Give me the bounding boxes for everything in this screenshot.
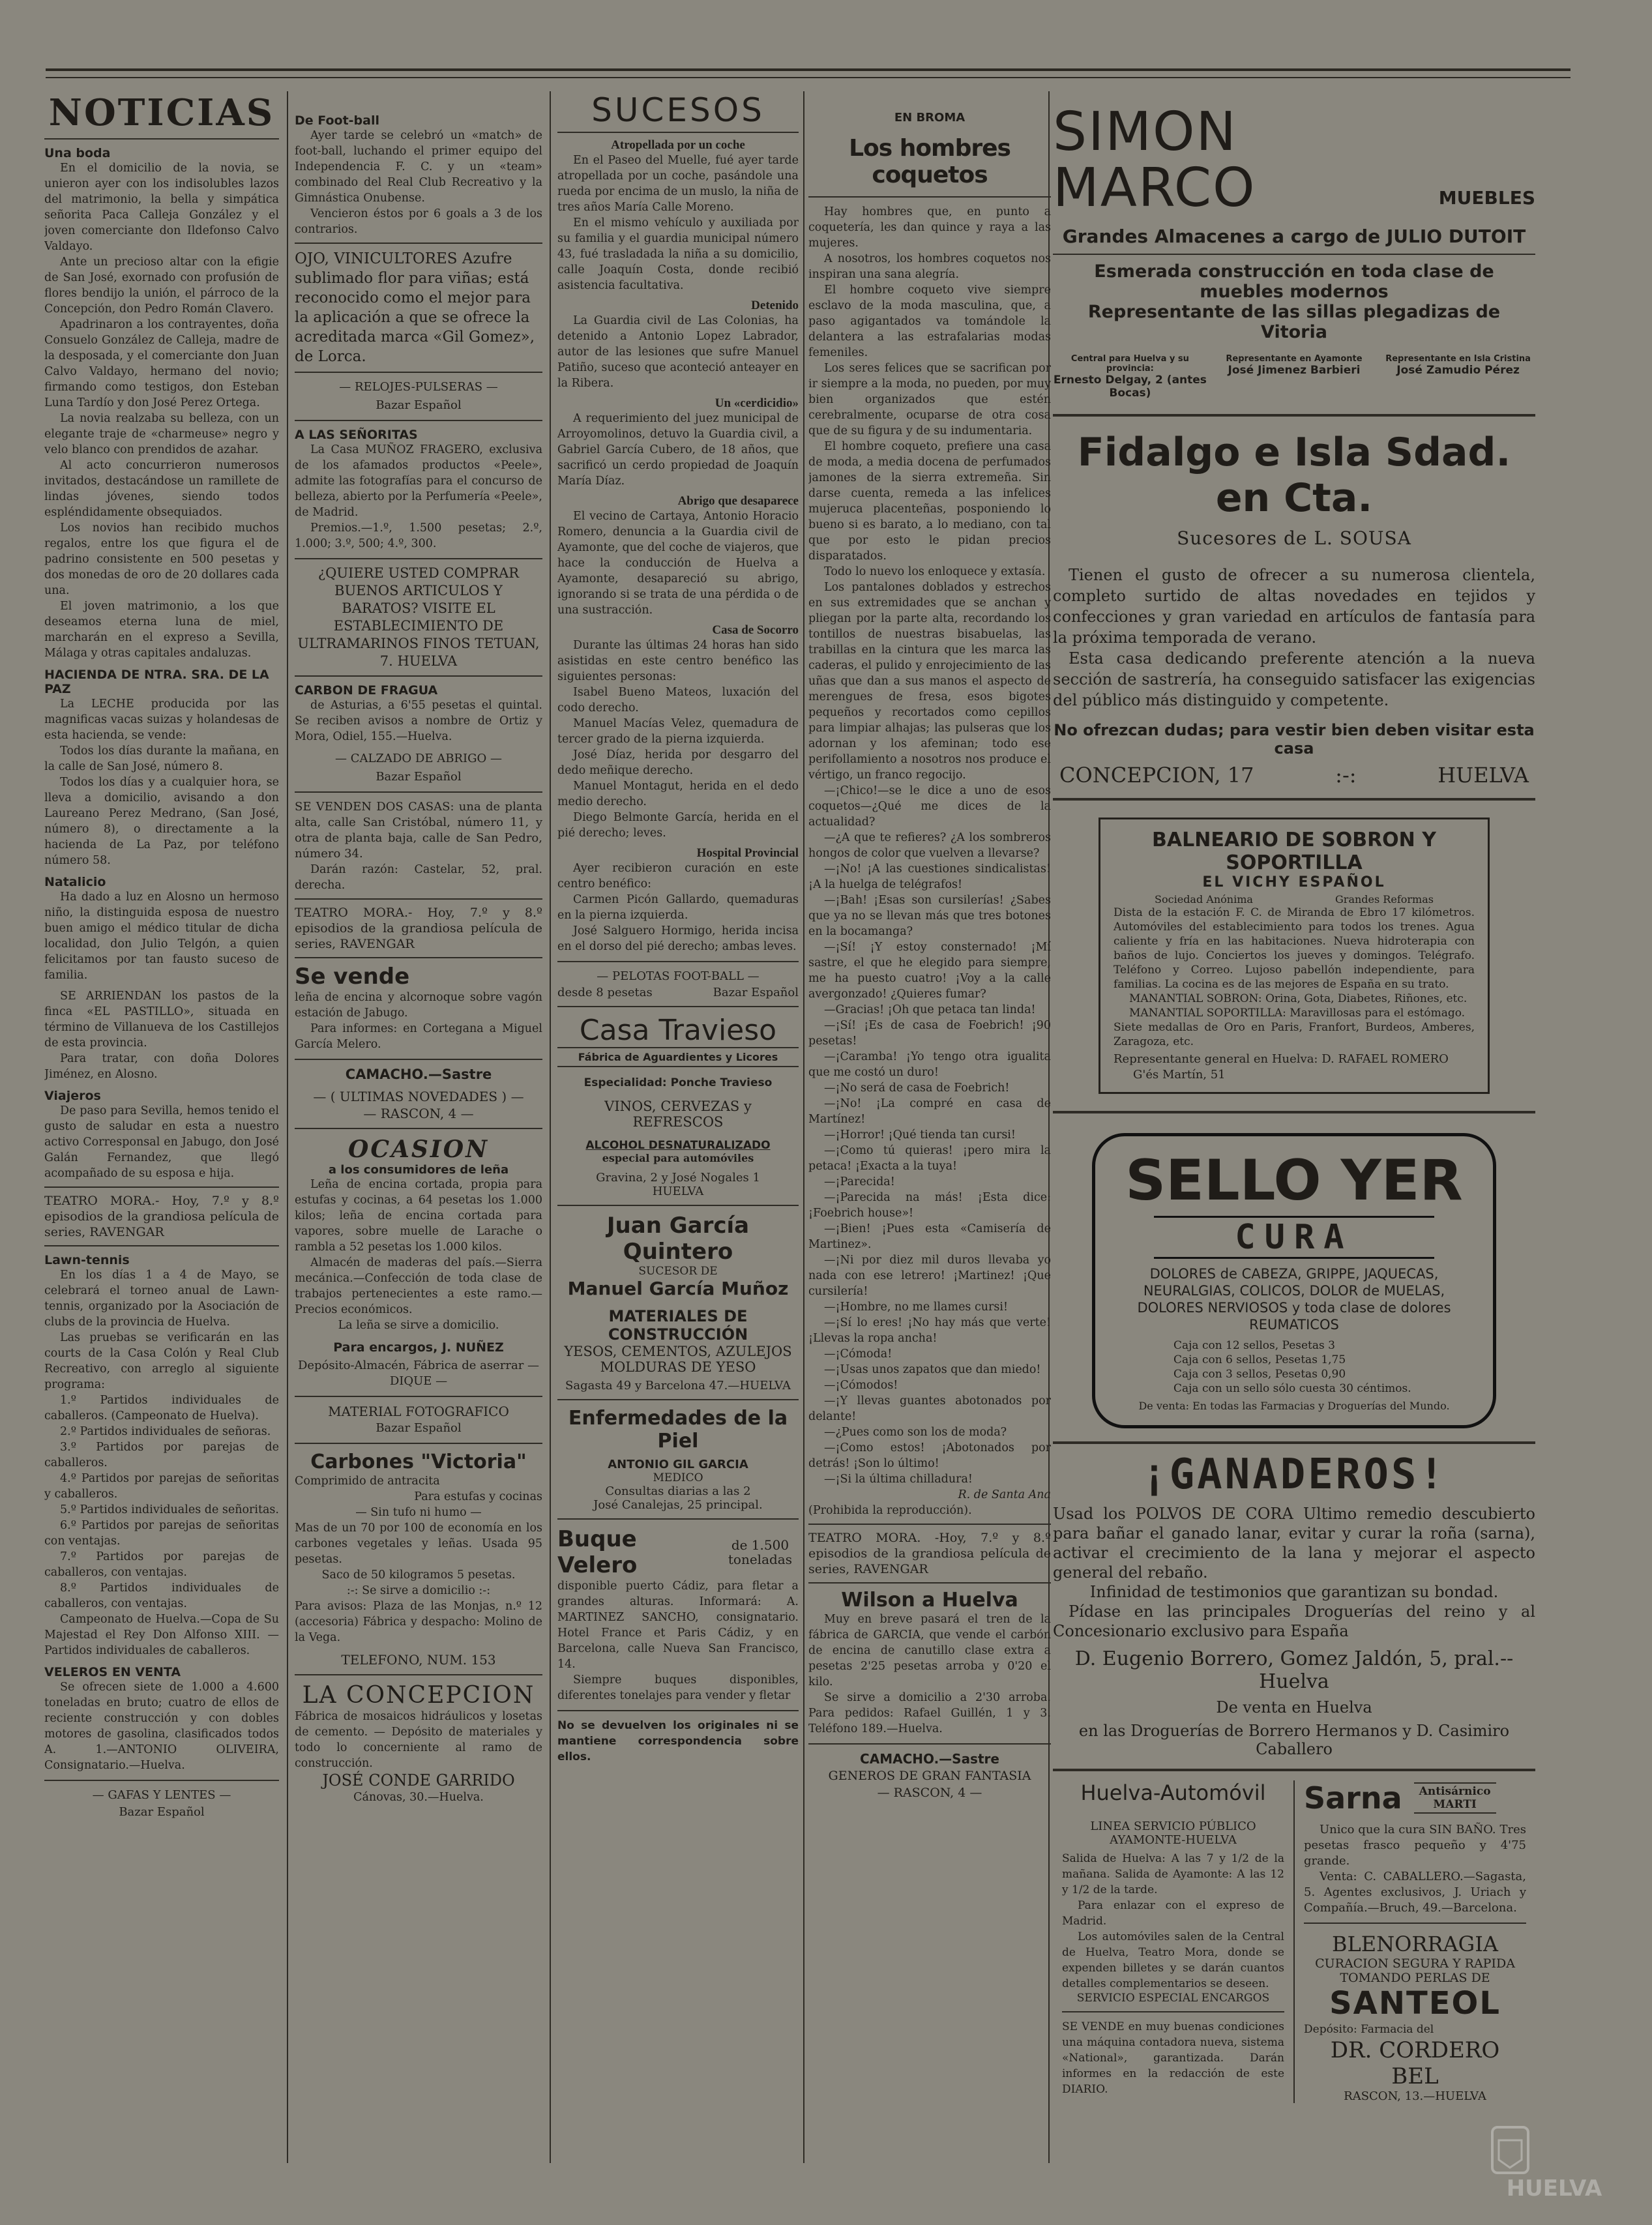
broma-paragraph: El hombre coqueto, prefiere una casa de moda, a media docena de perfumados jamones de la sierra extremeña. Sin darse cuenta, remeda a las infelices mujeruca placenteñas, posponiendo lo bueno si es barato, a lo mediano, con tal que por esto le pidan precios disparatados. <box>808 440 1051 563</box>
materiales-line: MOLDURAS DE YESO <box>600 1359 756 1375</box>
hacienda-paragraph: Todos los días durante la mañana, en la calle de San José, número 8. <box>44 744 279 773</box>
fidalgo-city: HUELVA <box>1438 763 1529 788</box>
simon-rep-title: Central para Huelva y su provincia: <box>1070 354 1189 374</box>
broma-dialog-line: —¡No será de casa de Foebrich! <box>824 1082 1010 1095</box>
hacienda-heading: HACIENDA DE NTRA. SRA. DE LA PAZ <box>44 668 269 696</box>
arrienda-paragraph: SE ARRIENDAN los pastos de la finca «EL PASTILLO», situada en término de Villanueva de los Castillejos de esta provincia. <box>44 990 279 1050</box>
divider <box>1304 1923 1526 1924</box>
pelotas-ad: — PELOTAS FOOT-BALL — <box>597 969 760 983</box>
simon-representatives <box>1053 354 1535 400</box>
ganaderos-line: De venta en Huelva <box>1216 1698 1372 1717</box>
teatro-notice: TEATRO MORA.- Hoy, 7.º y 8.º episodios de la grandiosa película de series, RAVENGAR <box>44 1186 279 1246</box>
broma-dialog-line: —¡Parecida na más! ¡Esta dice: ¡Foebrich house»! <box>808 1191 1051 1220</box>
broma-prohibida: (Prohibida la reproducción). <box>808 1504 972 1517</box>
sello-price-line: Caja con 12 sellos, Pesetas 3 <box>1173 1339 1335 1352</box>
lawn-item: 4.º Partidos por parejas de señoritas y caballeros. <box>44 1472 279 1501</box>
wilson-paragraph: Muy en breve pasará el tren de la fábrica de GARCIA, que vende el carbón de encina de canutillo clase extra a pesetas 2'25 pesetas arroba y 0'20 el kilo. <box>808 1613 1051 1688</box>
broma-dialog-line: —Gracias! ¡Oh que petaca tan linda! <box>824 1003 1036 1016</box>
simon-rep-title: Representante en Isla Cristina <box>1385 354 1531 364</box>
victoria-line: Mas de un 70 por 100 de economía en los carbones vegetales y leñas. Usada 95 pesetas. <box>295 1522 542 1566</box>
divider <box>808 196 1051 198</box>
ojo-ad: OJO, VINICULTORES Azufre sublimado flor para viñas; está reconocido como el mejor para la aplicación a que se ofrece la acreditada marca «Gil Gomez», de Lorca. <box>295 243 542 373</box>
camacho-ad-address: — RASCON, 4 — <box>363 1106 474 1121</box>
divider <box>44 1780 279 1781</box>
broma-dialog-line: —¡Sí! ¡Y estoy consternado! ¡Mí sastre, el que he elegido para siempre, me ha puesto cuatro! ¡Voy a la calle avergonzado! ¿Quieres fumar? <box>808 941 1051 1001</box>
divider <box>1053 1441 1535 1444</box>
broma-dialog-line: —¡No! ¡A las cuestiones sindicalistas! ¡A la huelga de telégrafos! <box>808 862 1051 891</box>
boda-paragraph: La novia realzaba su belleza, con un elegante traje de «charmeuse» negro y velo blanco con prendidos de azahar. <box>44 412 279 456</box>
suceso-paragraph: Isabel Bueno Mateos, luxación del codo derecho. <box>557 686 799 715</box>
quintero-heading: Juan García Quintero <box>606 1213 750 1265</box>
sello-venta: De venta: En todas las Farmacias y Droguerías del Mundo. <box>1138 1400 1450 1412</box>
divider <box>557 1710 799 1711</box>
materiales-line: YESOS, CEMENTOS, AZULEJOS <box>564 1344 792 1359</box>
broma-dialog-line: —¡Sí! ¡Es de casa de Foebrich! ¡90 pesetas! <box>808 1019 1051 1048</box>
sarna-paragraph: Unico que la cura SIN BAÑO. Tres pesetas frasco pequeño y 4'75 grande. <box>1304 1823 1526 1868</box>
concepcion-owner: JOSÉ CONDE GARRIDO <box>322 1771 515 1790</box>
teatro-notice: TEATRO MORA. -Hoy, 7.º y 8.º episodios de la grandiosa película de series, RAVENGAR <box>808 1524 1051 1584</box>
sarna-badge <box>1414 1782 1496 1814</box>
right-bottom-ads <box>1293 1780 1535 2103</box>
suceso-paragraph: La Guardia civil de Las Colonias, ha detenido a Antonio Lopez Labrador, autor de las lesiones que sufre Manuel Patiño, suceso que aconteció anteayer en la Ribera. <box>557 314 799 390</box>
travieso-subheading: Fábrica de Aguardientes y Licores <box>557 1047 799 1067</box>
suceso-paragraph: Manuel Montagut, herida en el dedo medio derecho. <box>557 780 799 808</box>
broma-dialog-line: —¡Horror! ¡Qué tienda tan cursi! <box>824 1128 1016 1142</box>
divider <box>1053 414 1535 417</box>
column-en-broma <box>808 91 1051 2163</box>
senoritas-paragraph: La Casa MUÑOZ FRAGERO, exclusiva de los afamados productos «Peele», admite las fotografías para el concurso de belleza, abierto por la Perfumería «Peele», de Madrid. <box>295 443 542 519</box>
material-ad-sub: Bazar Español <box>376 1421 462 1435</box>
broma-dialog-line: —¡Usas unos zapatos que dan miedo! <box>824 1363 1041 1376</box>
broma-dialog-line: —¡Cómoda! <box>824 1348 892 1361</box>
lawn-paragraph: Campeonato de Huelva.—Copa de Su Majestad el Rey Don Alfonso XIII. —Partidos individuales de caballeros. <box>44 1613 279 1657</box>
piel-address: José Canalejas, 25 principal. <box>593 1498 763 1512</box>
top-rule-thin <box>46 77 1571 78</box>
victoria-line: Para avisos: Plaza de las Monjas, n.º 12 (accesoria) Fábrica y despacho: Molino de la Vega. <box>295 1600 542 1644</box>
lawn-paragraph: En los días 1 a 4 de Mayo, se celebrará el torneo anual de Lawn-tennis, organizado por la Asociación de clubs de la provincia de Huelva. <box>44 1269 279 1329</box>
column-rule <box>803 91 804 2163</box>
materiales-address: Sagasta 49 y Barcelona 47.—HUELVA <box>565 1379 791 1392</box>
suceso-paragraph: José Salguero Hormigo, herida incisa en el dorso del pié derecho; ambas leves. <box>557 924 799 953</box>
boda-paragraph: El joven matrimonio, a los que deseamos eterna luna de miel, marcharán en el expreso a Sevilla, Málaga y otras capitales andaluzas. <box>44 600 279 660</box>
sello-prices <box>1115 1338 1473 1396</box>
broma-dialog-line: —¡Como tú quieras! ¡pero mira la petaca! ¡Exacta a la tuya! <box>808 1144 1051 1173</box>
materiales-heading: MATERIALES DE CONSTRUCCIÓN <box>608 1307 748 1344</box>
divider <box>1053 1111 1535 1113</box>
piel-medico: MEDICO <box>653 1471 703 1484</box>
ganaderos-concesionario: D. Eugenio Borrero, Gomez Jaldón, 5, pral.--Huelva <box>1074 1647 1514 1693</box>
casas-ad-detail: Darán razón: Castelar, 52, pral. derecha. <box>295 863 542 892</box>
travieso-especialidad: Especialidad: Ponche Travieso <box>583 1076 773 1089</box>
pelotas-ad-bazar: Bazar Español <box>713 986 799 999</box>
suceso-heading: Abrigo que desaparece <box>677 494 799 508</box>
piel-hours: Consultas diarias a las 2 <box>605 1484 751 1498</box>
boda-paragraph: Apadrinaron a los contrayentes, doña Consuelo González de Calleja, madre de la desposada, y el comerciante don Juan Calvo Valdayo, hermano del novio; firmando como testigos, don Esteban Luna Tardío y don José Perez Ortega. <box>44 318 279 409</box>
divider <box>295 1396 542 1397</box>
vende-heading: Se vende <box>295 964 410 990</box>
simon-rep-name: Ernesto Delgay, 2 (antes Bocas) <box>1053 374 1207 400</box>
fidalgo-claim: No ofrezcan dudas; para vestir bien deben visitar esta casa <box>1054 721 1535 758</box>
victoria-line: :-: Se sirve a domicilio :-: <box>346 1584 491 1597</box>
sello-price-line: Caja con un sello sólo cuesta 30 céntimos. <box>1173 1382 1411 1395</box>
divider <box>557 961 799 962</box>
lawn-item: 1.º Partidos individuales de caballeros. (Campeonato de Huelva). <box>44 1394 279 1422</box>
broma-paragraph: El hombre coqueto vive siempre esclavo de la moda masculina, que, a paso agigantados va tomándole la delantera a las estrafalarias modas femeniles. <box>808 284 1051 359</box>
simon-header <box>1053 101 1535 219</box>
relojes-ad: — RELOJES-PULSERAS — <box>339 380 498 394</box>
football-paragraph: Ayer tarde se celebró un «match» de foot-ball, luchando el primer equipo del Independencia F. C. y un «team» combinado del Real Club Recreativo y la Gimnástica Onubense. <box>295 129 542 205</box>
alcohol-heading: ALCOHOL DESNATURALIZADO <box>585 1139 771 1152</box>
wilson-heading: Wilson a Huelva <box>841 1589 1018 1612</box>
watermark-text: HUELVA <box>1506 2175 1602 2202</box>
quintero-sucesor: SUCESOR DE <box>638 1265 718 1278</box>
hacienda-paragraph: Todos los días y a cualquier hora, se lleva a domicilio, avisando a don Laureano Perez Medrano, (San José, número 8), o directamente a la hacienda de La Paz, por teléfono número 58. <box>44 776 279 867</box>
column-rule <box>550 91 551 2163</box>
archive-watermark <box>1482 2121 1626 2205</box>
broma-dialog-line: —¡Sí lo eres! ¡No hay más que verte! ¡Llevas la ropa ancha! <box>808 1316 1051 1345</box>
fidalgo-subheading: Sucesores de L. SOUSA <box>1177 527 1411 549</box>
simon-heading: SIMON MARCO <box>1053 101 1256 219</box>
senoritas-heading: A LAS SEÑORITAS <box>295 428 418 442</box>
simon-muebles: MUEBLES <box>1438 187 1535 209</box>
alcohol-subheading: especial para automóviles <box>602 1152 754 1164</box>
buque-header <box>557 1526 799 1578</box>
suceso-paragraph: Manuel Macías Velez, quemadura de tercer grado de la pierna izquierda. <box>557 717 799 746</box>
sarna-antisarnico: Antisárnico <box>1419 1785 1491 1798</box>
blenorragia-heading: BLENORRAGIA <box>1332 1932 1498 1956</box>
calzado-ad-sub: Bazar Español <box>376 770 462 784</box>
fidalgo-heading: Fidalgo e Isla Sdad. en Cta. <box>1077 430 1511 521</box>
boda-paragraph: Al acto concurrieron numerosos invitados, destacándose un ramillete de lindas jóvenes, siendo todos espléndidamente obsequiados. <box>44 459 279 519</box>
buque-tonnage: de 1.500 toneladas <box>728 1537 792 1567</box>
divider <box>1053 254 1535 255</box>
blenorragia-line: TOMANDO PERLAS DE <box>1340 1971 1490 1985</box>
broma-paragraph: Los seres felices que se sacrifican por ir siempre a la moda, no pueden, por muy bien organizados que estén cerebralmente, ocuparse de otra cosa que de su figura y de su indumentaria. <box>808 362 1051 437</box>
sello-price-line: Caja con 3 sellos, Pesetas 0,90 <box>1173 1368 1346 1381</box>
balneario-address: G'és Martín, 51 <box>1133 1068 1226 1082</box>
sarna-heading: Sarna <box>1304 1780 1402 1816</box>
victoria-line: — Sin tufo ni humo — <box>355 1506 482 1519</box>
broma-dialog-line: —¡Hombre, no me llames cursi! <box>824 1301 1009 1314</box>
balneario-line: MANANTIAL SOBRON: Orina, Gota, Diabetes, Riñones, etc. <box>1129 992 1468 1005</box>
fidalgo-address-row <box>1053 763 1535 788</box>
divider <box>1053 798 1535 801</box>
broma-author: R. de Santa Ana <box>958 1488 1051 1501</box>
noticias-title: NOTICIAS <box>44 91 279 140</box>
auto-subheading: LINEA SERVICIO PÚBLICO <box>1090 1820 1256 1833</box>
alcohol-address: Gravina, 2 y José Nogales 1 <box>596 1171 760 1185</box>
gafas-ad: — GAFAS Y LENTES — <box>92 1788 231 1802</box>
divider <box>1053 1769 1535 1771</box>
relojes-ad-sub: Bazar Español <box>376 398 462 412</box>
sello-description: DOLORES de CABEZA, GRIPPE, JAQUECAS, NEURALGIAS, COLICOS, DOLOR de MUELAS, DOLORES NERVIOSOS y toda clase de dolores REUMATICOS <box>1137 1266 1451 1333</box>
divider <box>557 1205 799 1206</box>
broma-paragraph: Hay hombres que, en punto a coquetería, les dan quince y raya a las mujeres. <box>808 205 1051 250</box>
divider <box>295 1059 542 1060</box>
suceso-paragraph: El vecino de Cartaya, Antonio Horacio Romero, denuncia a la Guardia civil de Ayamonte, que del coche de viajeros, que hace la conducción de Huelva a Ayamonte, desapareció su abrigo, ignorando si se trata de una pérdida o de una sustracción. <box>557 510 799 617</box>
camacho-ad-line: GENEROS DE GRAN FANTASIA <box>828 1769 1031 1783</box>
ganaderos-line: Pídase en las principales Droguerías del reino y al Concesionario exclusivo para España <box>1053 1602 1535 1640</box>
fidalgo-paragraph: Esta casa dedicando preferente atención a la nueva sección de sastrería, ha conseguido satisfacer las exigencias del público más distinguido y competente. <box>1053 649 1535 709</box>
sello-price-line: Caja con 6 sellos, Pesetas 1,75 <box>1173 1353 1346 1366</box>
archive-crest-icon <box>1482 2121 1626 2205</box>
vende-paragraph: Para informes: en Cortegana a Miguel García Melero. <box>295 1022 542 1051</box>
auto-paragraph: Para enlazar con el expreso de Madrid. <box>1062 1899 1284 1928</box>
suceso-paragraph: En el mismo vehículo y auxiliada por su familia y el guardia municipal número 43, fué trasladada la niña a su domicilio, calle Joaquín Costa, donde recibió asistencia facultativa. <box>557 216 799 292</box>
broma-dialog-line: —¡Parecida! <box>824 1175 895 1188</box>
viajeros-paragraph: De paso para Sevilla, hemos tenido el gusto de saludar en esta a nuestro activo Corresponsal en Jabugo, don José Galán Fernandez, que llegó acompañado de su esposa e hija. <box>44 1104 279 1180</box>
suceso-heading: Detenido <box>751 299 799 312</box>
vende-paragraph: leña de encina y alcornoque sobre vagón estación de Jabugo. <box>295 991 542 1020</box>
divider <box>295 791 542 793</box>
auto-route: AYAMONTE-HUELVA <box>1110 1833 1237 1847</box>
viajeros-heading: Viajeros <box>44 1089 101 1103</box>
wilson-paragraph: Se sirve a domicilio a 2'30 arroba. Para pedidos: Rafael Guillén, 1 y 3. Teléfono 189.—Huelva. <box>808 1691 1051 1735</box>
ganaderos-line: en las Droguerías de Borrero Hermanos y D. Casimiro Caballero <box>1078 1722 1510 1758</box>
calzado-ad: — CALZADO DE ABRIGO — <box>335 752 502 765</box>
top-rule <box>46 68 1571 71</box>
sarna-marti: MARTI <box>1433 1798 1477 1811</box>
sucesos-title: SUCESOS <box>557 91 799 133</box>
divider <box>295 1674 542 1675</box>
ganaderos-line: Infinidad de testimonios que garantizan su bondad. <box>1089 1583 1499 1601</box>
auto-service: SERVICIO ESPECIAL ENCARGOS <box>1076 1992 1270 2005</box>
camacho-ad-address: — RASCON, 4 — <box>877 1786 982 1800</box>
lawn-item: 8.º Partidos individuales de caballeros, con ventajas. <box>44 1582 279 1610</box>
divider <box>295 420 542 421</box>
blenorragia-address: RASCON, 13.—HUELVA <box>1344 2089 1486 2103</box>
camacho-ad-line: — ( ULTIMAS NOVEDADES ) — <box>313 1089 524 1104</box>
broma-dialog-line: —¿Pues como son los de moda? <box>824 1426 1007 1439</box>
pelotas-ad-row <box>557 986 799 999</box>
suceso-paragraph: A requerimiento del juez municipal de Arroyomolinos, detuvo la Guardia civil, a Gabriel García Cubero, de 18 años, que sacrificó un cerdo propiedad de Joaquín María Díaz. <box>557 412 799 488</box>
hacienda-paragraph: La LECHE producida por las magnificas vacas suizas y holandesas de esta hacienda, se vende: <box>44 698 279 742</box>
ganaderos-paragraph: Usad los POLVOS DE CORA Ultimo remedio descubierto para bañar el ganado lanar, evitar y curar la roña (sarna), activar el crecimiento de la lana y mejorar el aspecto general del rebaño. <box>1053 1505 1535 1582</box>
huelva-automovil-ad <box>1053 1780 1293 2103</box>
carbon-paragraph: de Asturias, a 6'55 pesetas el quintal. Se reciben avisos a nombre de Ortiz y Mora, Odiel, 155.—Huelva. <box>295 699 542 743</box>
gafas-ad-sub: Bazar Español <box>119 1805 205 1819</box>
suceso-paragraph: Carmen Picón Gallardo, quemaduras en la pierna izquierda. <box>557 893 799 922</box>
column-rule <box>287 91 288 2163</box>
ocasion-heading: OCASION <box>347 1136 490 1163</box>
broma-paragraph: A nosotros, los hombres coquetos nos inspiran una sana alegría. <box>808 252 1051 281</box>
arrienda-paragraph: Para tratar, con doña Dolores Jiménez, en Alosno. <box>44 1052 279 1081</box>
lawn-item: 3.º Partidos por parejas de caballeros. <box>44 1441 279 1469</box>
buque-heading: Buque Velero <box>557 1526 638 1578</box>
column-noticias <box>44 91 279 2163</box>
victoria-line: Comprimido de antracita <box>295 1475 440 1488</box>
concepcion-address: Cánovas, 30.—Huelva. <box>353 1791 484 1804</box>
casas-ad: SE VENDEN DOS CASAS: una de planta alta, calle San Cristóbal, número 11, y otra de planta baja, calle de San Pedro, número 34. <box>295 800 542 861</box>
suceso-heading: Casa de Socorro <box>712 623 799 637</box>
blenorragia-line: CURACION SEGURA Y RAPIDA <box>1315 1956 1515 1971</box>
balneario-tag: Sociedad Anónima <box>1155 893 1253 906</box>
column-two <box>295 91 542 2163</box>
broma-paragraph: Todo lo nuevo los enloquece y extasía. <box>824 565 1046 578</box>
balneario-ad <box>1099 818 1490 1094</box>
divider <box>557 1006 799 1007</box>
victoria-line: Saco de 50 kilogramos 5 pesetas. <box>321 1569 516 1582</box>
broma-dialog-line: —¡No! ¡La compré en casa de Martínez! <box>808 1097 1051 1126</box>
auto-paragraph: Salida de Huelva: A las 7 y 1/2 de la mañana. Salida de Ayamonte: A las 12 y 1/2 de la tarde. <box>1062 1852 1284 1896</box>
balneario-line: Siete medallas de Oro en Paris, Franfort, Burdeos, Amberes, Zaragoza, etc. <box>1114 1021 1475 1048</box>
divider <box>808 1743 1051 1745</box>
broma-dialog-line: —¡Ni por diez mil duros llevaba yo nada con ese letrero! ¡Martinez! ¡Que cursilería! <box>808 1254 1051 1298</box>
suceso-heading: Atropellada por un coche <box>611 138 745 152</box>
suceso-paragraph: En el Paseo del Muelle, fué ayer tarde atropellada por un coche, pasándole una rueda por encima de un muslo, la niña de tres años María Calle Moreno. <box>557 154 799 214</box>
blenorragia-doctor: DR. CORDERO BEL <box>1330 2037 1500 2089</box>
concepcion-paragraph: Fábrica de mosaicos hidráulicos y losetas de cemento. — Depósito de materiales y todo lo concerniente al ramo de construcción. <box>295 1710 542 1770</box>
boda-paragraph: Ante un precioso altar con la efigie de San José, exornado con profusión de flores bendijo la unión, el párroco de la Concepción, don Pedro Román Clavero. <box>44 256 279 316</box>
broma-dialog-line: —¡Bien! ¡Pues esta «Camisería de Martinez». <box>808 1222 1051 1251</box>
broma-dialog-line: —¡Caramba! ¡Yo tengo otra igualita que me costó un duro! <box>808 1050 1051 1079</box>
balneario-heading: BALNEARIO DE SOBRON Y SOPORTILLA <box>1152 829 1436 874</box>
balneario-subheading: EL VICHY ESPAÑOL <box>1202 874 1386 891</box>
fidalgo-separator: :-: <box>1335 763 1357 788</box>
divider <box>295 1443 542 1444</box>
buque-paragraph: disponible puerto Cádiz, para fletar a grandes alturas. Informará: A. MARTINEZ SANCHO, consignatario. Hotel France et Paris Cádiz, y en Barcelona, calle Nueva San Francisco, 14. <box>557 1580 799 1671</box>
column-sucesos <box>557 91 799 2163</box>
nunez-ad-title: Para encargos, J. NUÑEZ <box>333 1340 504 1355</box>
santeol-heading: SANTEOL <box>1329 1985 1501 2022</box>
fidalgo-paragraph: Tienen el gusto de ofrecer a su numerosa clientela, completo surtido de altas novedades en tejidos y confecciones y gran variedad en artículos de fantasía para la próxima temporada de verano. <box>1053 566 1535 647</box>
balneario-tags <box>1114 893 1475 906</box>
simon-rep-title: Representante en Ayamonte <box>1226 354 1363 364</box>
vende-maquina-paragraph: SE VENDE en muy buenas condiciones una máquina contadora nueva, sistema «National», garantizada. Darán informes en la redacción de este DIARIO. <box>1062 2020 1284 2096</box>
lawn-item: 5.º Partidos individuales de señoritas. <box>60 1503 279 1516</box>
ocasion-paragraph: La leña se sirve a domicilio. <box>338 1319 499 1332</box>
balneario-representative: Representante general en Huelva: D. RAFAEL ROMERO <box>1114 1052 1449 1066</box>
victoria-telephone: TELEFONO, NUM. 153 <box>341 1652 496 1668</box>
boda-paragraph: Los novios han recibido muchos regalos, entre los que figura el de padrino consistente en 500 pesetas y dos monedas de oro de 20 dollares cada una. <box>44 522 279 597</box>
piel-heading: Enfermedades de la Piel <box>568 1407 788 1452</box>
broma-dialog-line: —¡Como estos! ¡Abotonados por detrás! ¡Son lo último! <box>808 1441 1051 1470</box>
suceso-paragraph: Ayer recibieron curación en este centro benéfico: <box>557 862 799 891</box>
broma-paragraph: Los pantalones doblados y estrechos en sus extremidades que se anchan y pliegan por la parte alta, recordando los tontillos de nuestras bisabuelas, las trabillas en la cintura que les marca las caderas, el pulido y enrojecimiento de las uñas que dan a sus manos el aspecto de merengues de fresa, esos bigotes pequeños y recortados como cepillos para limpiar alhajas; las pulseras que los adornan y los afeminan; todo ese perifollamiento a nosotros nos produce el vértigo, un franco regocijo. <box>808 581 1051 782</box>
simon-subheading: Grandes Almacenes a cargo de JULIO DUTOIT <box>1062 226 1526 247</box>
veleros-paragraph: Se ofrecen siete de 1.000 a 4.600 toneladas en bruto; cuatro de ellos de reciente construcción y con dobles motores de gasolina, clasificados todos A. 1.—ANTONIO OLIVEIRA, Consignatario.—Huelva. <box>44 1681 279 1772</box>
sarna-header <box>1304 1780 1526 1816</box>
ocasion-subheading: a los consumidores de leña <box>328 1163 509 1177</box>
ocasion-paragraph: Leña de encina cortada, propia para estufas y cocinas, a 64 pesetas los 1.000 kilos; leña de encina cortada para vapores, sobre muelle de Larache o rambla a 52 pesetas los 1.000 kilos. <box>295 1178 542 1254</box>
suceso-paragraph: Durante las últimas 24 horas han sido asistidas en este centro benéfico las siguientes personas: <box>557 639 799 683</box>
suceso-paragraph: José Díaz, herida por desgarro del dedo meñique derecho. <box>557 748 799 777</box>
lawn-item: 6.º Partidos por parejas de señoritas con ventajas. <box>44 1519 279 1548</box>
broma-kicker: EN BROMA <box>894 111 966 125</box>
quintero-name: Manuel García Muñoz <box>567 1278 789 1299</box>
travieso-vinos: VINOS, CERVEZAS y REFRESCOS <box>604 1098 752 1130</box>
column-advertisements <box>1053 91 1535 2163</box>
alcohol-city: HUELVA <box>652 1185 704 1198</box>
suceso-paragraph: Diego Belmonte García, herida en el pié derecho; leves. <box>557 811 799 840</box>
broma-title: Los hombres coquetos <box>849 135 1010 188</box>
suceso-heading: Hospital Provincial <box>696 846 799 860</box>
victoria-heading: Carbones "Victoria" <box>310 1451 527 1473</box>
ganaderos-heading: ¡GANADEROS! <box>1142 1451 1447 1499</box>
broma-dialog-line: —¡Si la última chilladura! <box>824 1473 973 1486</box>
editorial-note: No se devuelven los originales ni se mantiene correspondencia sobre ellos. <box>557 1719 799 1763</box>
senoritas-paragraph: Premios.—1.º, 1.500 pesetas; 2.º, 1.000; 3.º, 500; 4.º, 300. <box>295 522 542 550</box>
boda-heading: Una boda <box>44 146 111 160</box>
ocasion-paragraph: Almacén de maderas del país.—Sierra mecánica.—Confección de toda clase de trabajos pertenecientes a este ramo.—Precios económicos. <box>295 1256 542 1316</box>
boda-paragraph: En el domicilio de la novia, se unieron ayer con los indisolubles lazos del matrimonio, la bella y simpática señorita Paca Calleja González y el joven comerciante don Ildefonso Calvo Valdayo. <box>44 162 279 253</box>
natalicio-heading: Natalicio <box>44 875 106 889</box>
football-paragraph: Vencieron éstos por 6 goals a 3 de los contrarios. <box>295 207 542 236</box>
auto-paragraph: Los automóviles salen de la Central de Huelva, Teatro Mora, donde se expenden billetes y se darán cuantos detalles complementarios se deseen. <box>1062 1930 1284 1990</box>
travieso-heading: Casa Travieso <box>579 1014 777 1047</box>
simon-line: Representante de las sillas plegadizas de Vitoria <box>1087 302 1501 342</box>
lawn-item: 7.º Partidos por parejas de caballeros, con ventajas. <box>44 1550 279 1579</box>
nunez-ad-detail: Depósito-Almacén, Fábrica de aserrar — DIQUE — <box>297 1359 540 1388</box>
broma-dialog-line: —¡Y llevas guantes abotonados por delante! <box>808 1394 1051 1423</box>
lawn-paragraph: Las pruebas se verificarán en las courts de la Casa Colón y Real Club Recreativo, con arreglo al siguiente programa: <box>44 1331 279 1391</box>
broma-dialog-line: —¿A que te refieres? ¿A los sombreros hongos de color que vuelven a llevarse? <box>808 831 1051 860</box>
simon-rep <box>1217 354 1372 400</box>
divider <box>557 1518 799 1520</box>
carbon-heading: CARBON DE FRAGUA <box>295 683 438 698</box>
broma-dialog-line: —¡Chico!—se le dice a uno de esos coquetos—¿Qué me dices de la actualidad? <box>808 784 1051 829</box>
broma-dialog-line: —¡Bah! ¡Esas son cursilerías! ¿Sabes que ya no se llevan más que tres botones en la bocamanga? <box>808 894 1051 938</box>
veleros-heading: VELEROS EN VENTA <box>44 1665 181 1679</box>
balneario-line: MANANTIAL SOPORTILLA: Maravillosas para el estómago. <box>1129 1007 1466 1020</box>
material-ad: MATERIAL FOTOGRAFICO <box>328 1404 509 1419</box>
piel-doctor: ANTONIO GIL GARCIA <box>608 1458 748 1471</box>
camacho-ad-title: CAMACHO.—Sastre <box>345 1067 492 1082</box>
bottom-ads <box>1053 1780 1535 2103</box>
fidalgo-address: CONCEPCION, 17 <box>1059 763 1254 788</box>
sello-heading: SELLO YER <box>1125 1148 1463 1213</box>
sello-yer-ad <box>1092 1133 1496 1428</box>
simon-rep-name: José Zamudio Pérez <box>1396 364 1520 377</box>
buque-paragraph: Siempre buques disponibles, diferentes tonelajes para vender y fletar <box>557 1673 799 1702</box>
sarna-paragraph: Venta: C. CABALLERO.—Sagasta, 5. Agentes exclusivos, J. Uriach y Compañía.—Bruch, 49.—Barcelona. <box>1304 1870 1526 1915</box>
auto-heading: Huelva-Automóvil <box>1080 1780 1266 1805</box>
football-heading: De Foot-ball <box>295 113 380 128</box>
sello-cura: CURA <box>1154 1216 1434 1259</box>
lawn-heading: Lawn-tennis <box>44 1253 130 1267</box>
simon-rep <box>1053 354 1207 400</box>
concepcion-heading: LA CONCEPCION <box>302 1682 535 1709</box>
balneario-paragraph: Dista de la estación F. C. de Miranda de Ebro 17 kilómetros. Automóviles del establecimiento para todos los trenes. Agua caliente y fría en las habitaciones. Nueva hidroterapia con baños de lujo. Conciertos los jueves y domingos. Telégrafo. Teléfono y Correo. Lujoso pabellón independiente, para familias. La cocina es de las mejores de España en su trato. <box>1114 906 1475 991</box>
simon-line: Esmerada construcción en toda clase de muebles modernos <box>1094 261 1494 302</box>
simon-rep-name: José Jimenez Barbieri <box>1228 364 1361 377</box>
divider <box>557 1399 799 1400</box>
broma-dialog-line: —¡Cómodos! <box>824 1379 898 1392</box>
lawn-item: 2.º Partidos individuales de señoras. <box>60 1425 271 1438</box>
natalicio-paragraph: Ha dado a luz en Alosno un hermoso niño, la distinguida esposa de nuestro buen amigo el médico titular de dicha localidad, don Julio Telgón, a quien felicitamos por tan fausto suceso de familia. <box>44 891 279 982</box>
divider <box>295 1128 542 1129</box>
teatro-notice: TEATRO MORA.- Hoy, 7.º y 8.º episodios de la grandiosa película de series, RAVENGAR <box>295 898 542 958</box>
pelotas-ad-price: desde 8 pesetas <box>557 986 653 999</box>
simon-rep <box>1381 354 1535 400</box>
suceso-heading: Un «cerdicidio» <box>715 396 799 410</box>
quiere-ad: ¿QUIERE USTED COMPRAR BUENOS ARTICULOS Y BARATOS? VISITE EL ESTABLECIMIENTO DE ULTRAMARINOS FINOS TETUAN, 7. HUELVA <box>295 558 542 677</box>
balneario-tag: Grandes Reformas <box>1335 893 1434 906</box>
camacho-ad-title: CAMACHO.—Sastre <box>860 1751 999 1767</box>
divider <box>1062 2011 1284 2012</box>
blenorragia-deposito: Depósito: Farmacia del <box>1304 2023 1434 2036</box>
victoria-line: Para estufas y cocinas <box>414 1490 542 1503</box>
